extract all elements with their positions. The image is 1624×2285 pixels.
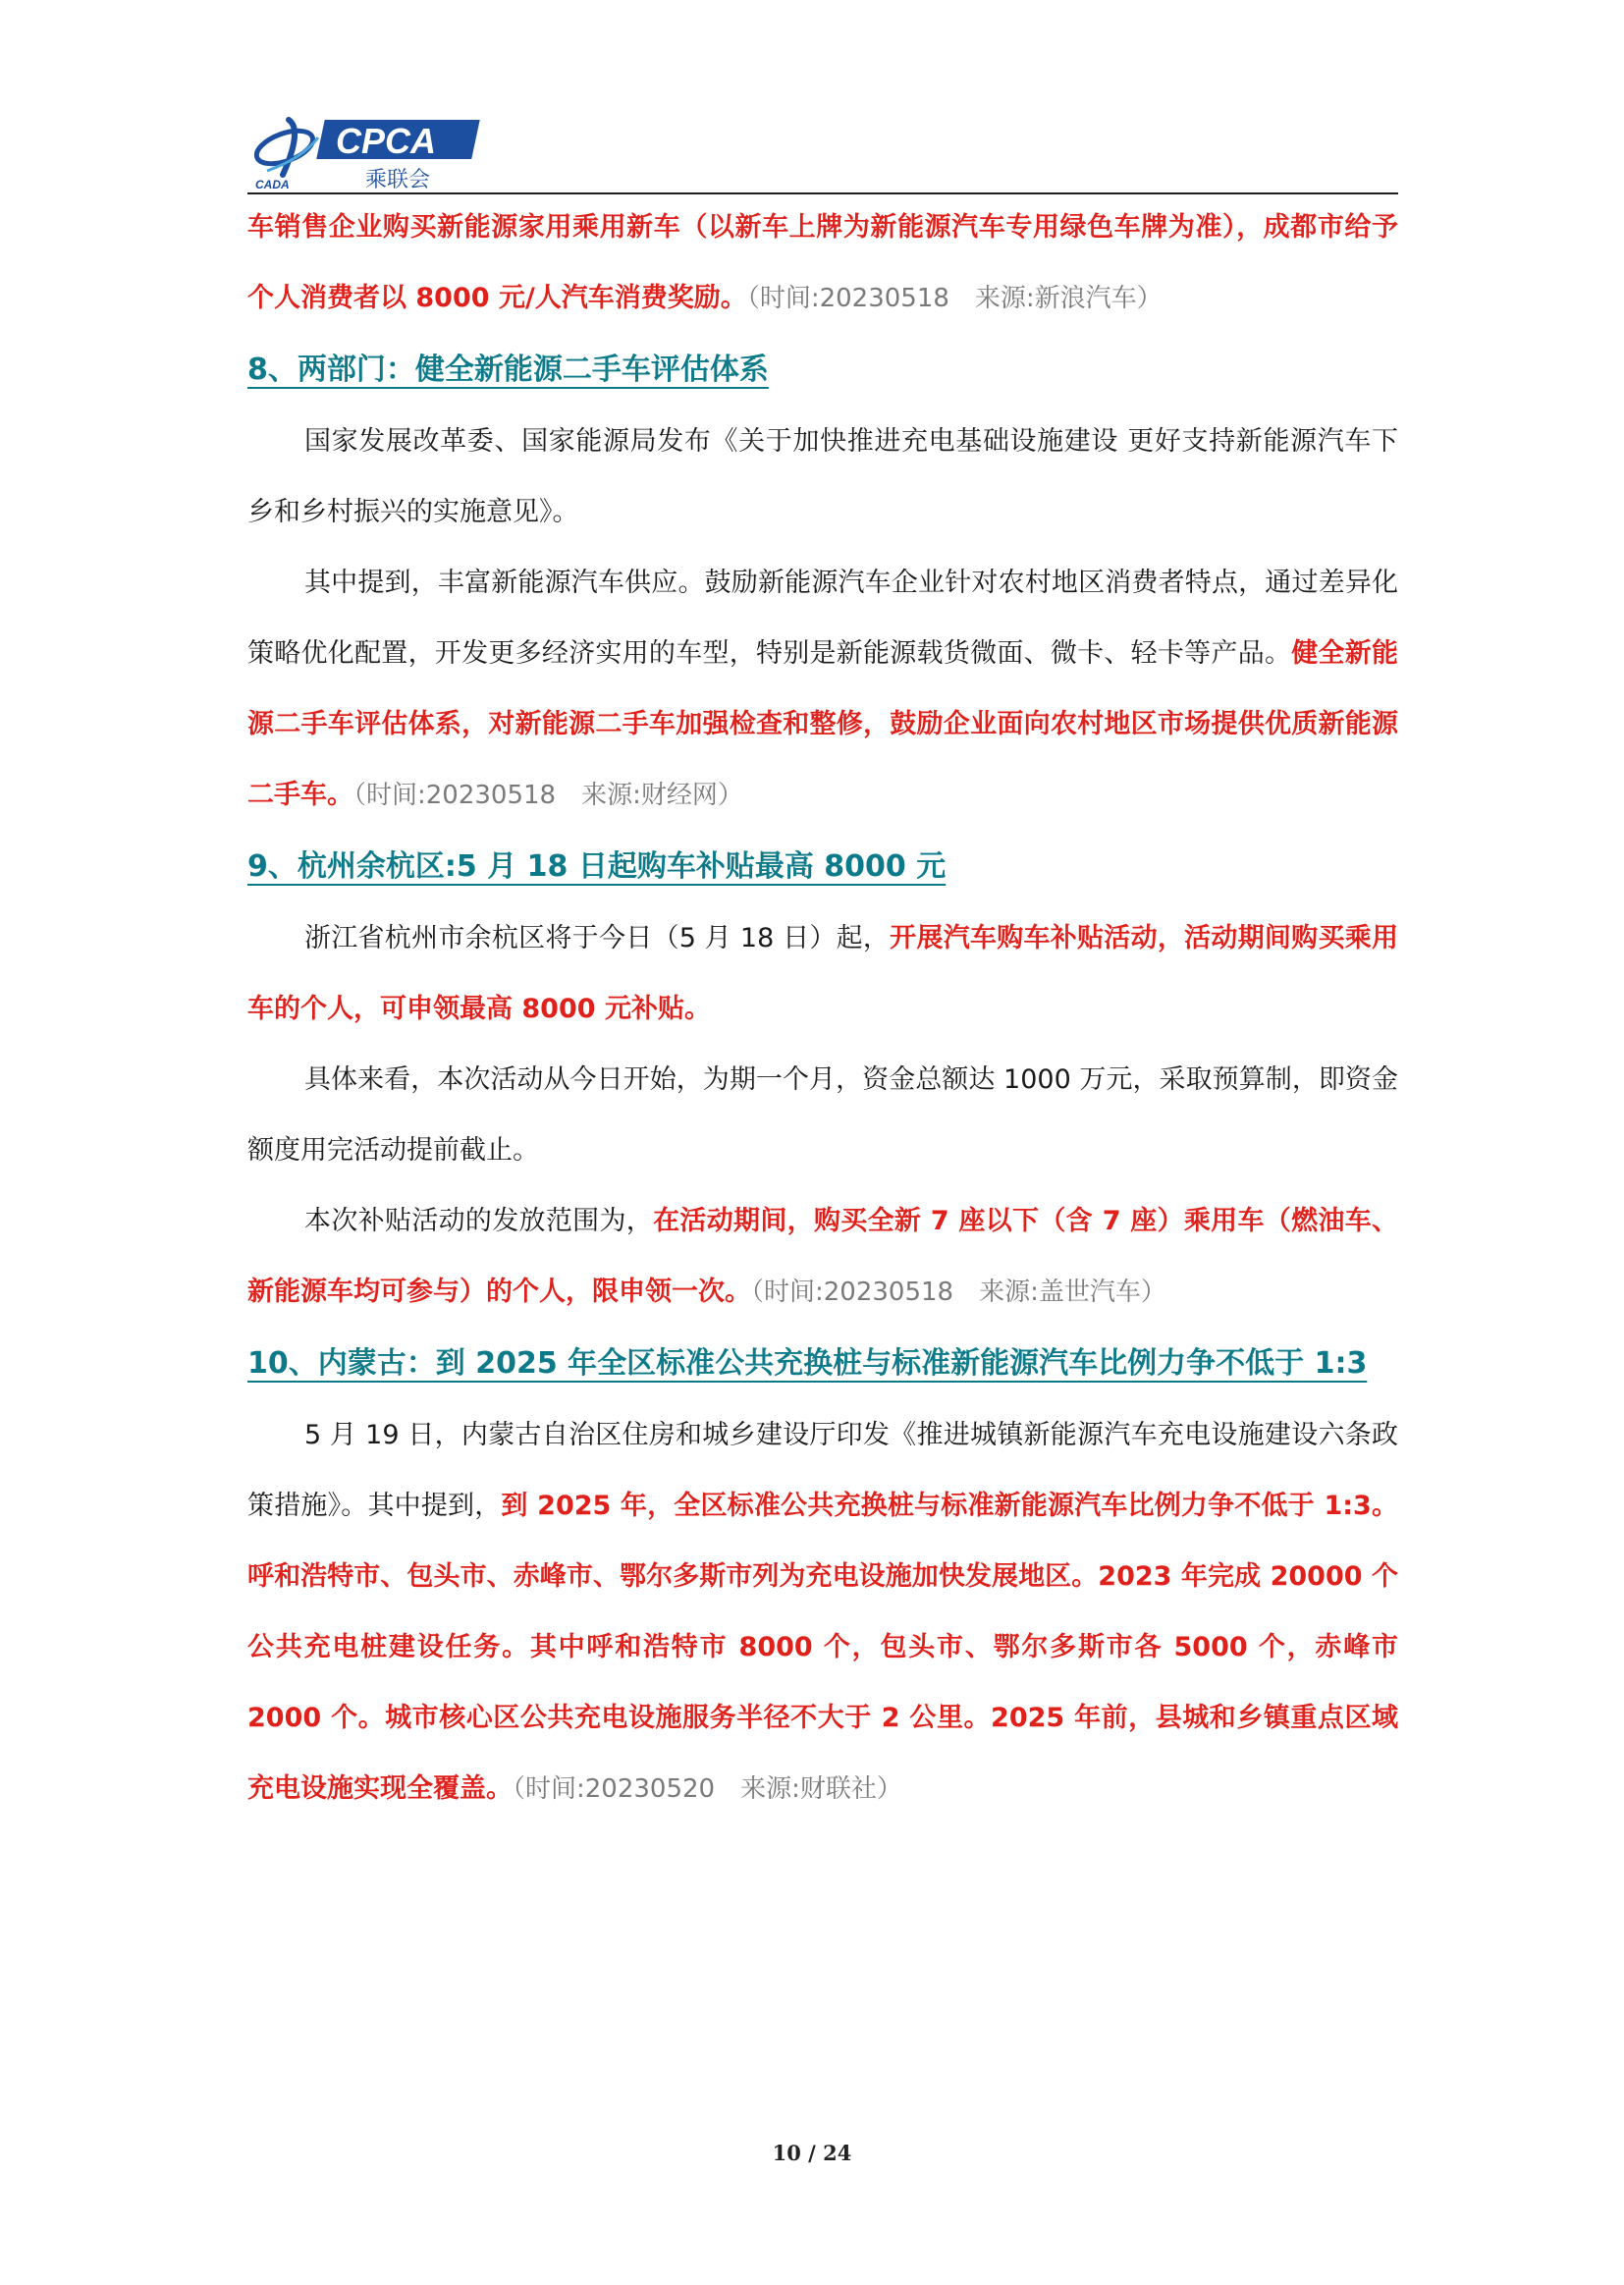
- source-note: （时间:20230518 来源:盖世汽车）: [751, 1278, 1166, 1307]
- section-heading-8: 8、两部门：健全新能源二手车评估体系: [247, 353, 769, 387]
- paragraph: [247, 1400, 1398, 1824]
- document-body: [247, 192, 1398, 1824]
- paragraph: [247, 1186, 1398, 1328]
- highlight-text: 开展汽车购车补贴活动，活动期间购买乘用车的个人，可申领最高 8000 元补贴。: [247, 923, 1398, 1024]
- highlight-text: 车销售企业购买新能源家用乘用新车（以新车上牌为新能源汽车专用绿色车牌为准），成都市给予个人消费者以 8000 元/人汽车消费奖励。: [247, 212, 1398, 313]
- cpca-logo: [249, 114, 485, 192]
- section-heading-9: 9、杭州余杭区:5 月 18 日起购车补贴最高 8000 元: [247, 849, 947, 884]
- paragraph: [247, 903, 1398, 1045]
- body-text: 浙江省杭州市余杭区将于今日（5 月 18 日）起，: [304, 923, 891, 953]
- highlight-text: 健全新能源二手车评估体系，对新能源二手车加强检查和整修，鼓励企业面向农村地区市场提供优质新能源二手车。: [247, 638, 1399, 810]
- highlight-text: 到 2025 年，全区标准公共充换桩与标准新能源汽车比例力争不低于 1:3。呼和浩特市、包头市、赤峰市、鄂尔多斯市列为充电设施加快发展地区。2023 年完成 20000 个公共充电桩建设任务。其中呼和浩特市 8000 个，包头市、鄂尔多斯市各 5000 个，赤峰市 2000 个。城市核心区公共充电设施服务半径不大于 2 公里。2025 年前，县城和乡镇重点区域充电设施实现全覆盖。: [247, 1491, 1399, 1804]
- paragraph: 具体来看，本次活动从今日开始，为期一个月，资金总额达 1000 万元，采取预算制，即资金额度用完活动提前截止。: [247, 1064, 1398, 1166]
- body-text: 本次补贴活动的发放范围为，: [304, 1206, 654, 1236]
- svg-text:CPCA: CPCA: [336, 121, 437, 161]
- source-note: （时间:20230520 来源:财联社）: [513, 1774, 902, 1804]
- page-header: [247, 108, 1398, 194]
- paragraph: [247, 548, 1398, 831]
- paragraph: 国家发展改革委、国家能源局发布《关于加快推进充电基础设施建设 更好支持新能源汽车下乡和乡村振兴的实施意见》。: [247, 426, 1398, 527]
- body-text: 5 月 19 日，内蒙古自治区住房和城乡建设厅印发《推进城镇新能源汽车充电设施建设六条政策措施》。其中提到，: [247, 1420, 1398, 1521]
- svg-text:CADA: CADA: [255, 178, 290, 191]
- page-number: 10 / 24: [772, 2141, 852, 2165]
- section-heading-10: 10、内蒙古：到 2025 年全区标准公共充换桩与标准新能源汽车比例力争不低于 1:3: [247, 1346, 1368, 1381]
- svg-text:乘联会: 乘联会: [365, 168, 431, 192]
- source-note: （时间:20230518 来源:新浪汽车）: [746, 284, 1163, 313]
- paragraph-continued: [247, 192, 1398, 334]
- source-note: （时间:20230518 来源:财经网）: [353, 781, 743, 810]
- highlight-text: 在活动期间，购买全新 7 座以下（含 7 座）乘用车（燃油车、新能源车均可参与）的个人，限申领一次。: [247, 1206, 1399, 1307]
- body-text: 其中提到，丰富新能源汽车供应。鼓励新能源汽车企业针对农村地区消费者特点，通过差异化策略优化配置，开发更多经济实用的车型，特别是新能源载货微面、微卡、轻卡等产品。: [247, 568, 1398, 669]
